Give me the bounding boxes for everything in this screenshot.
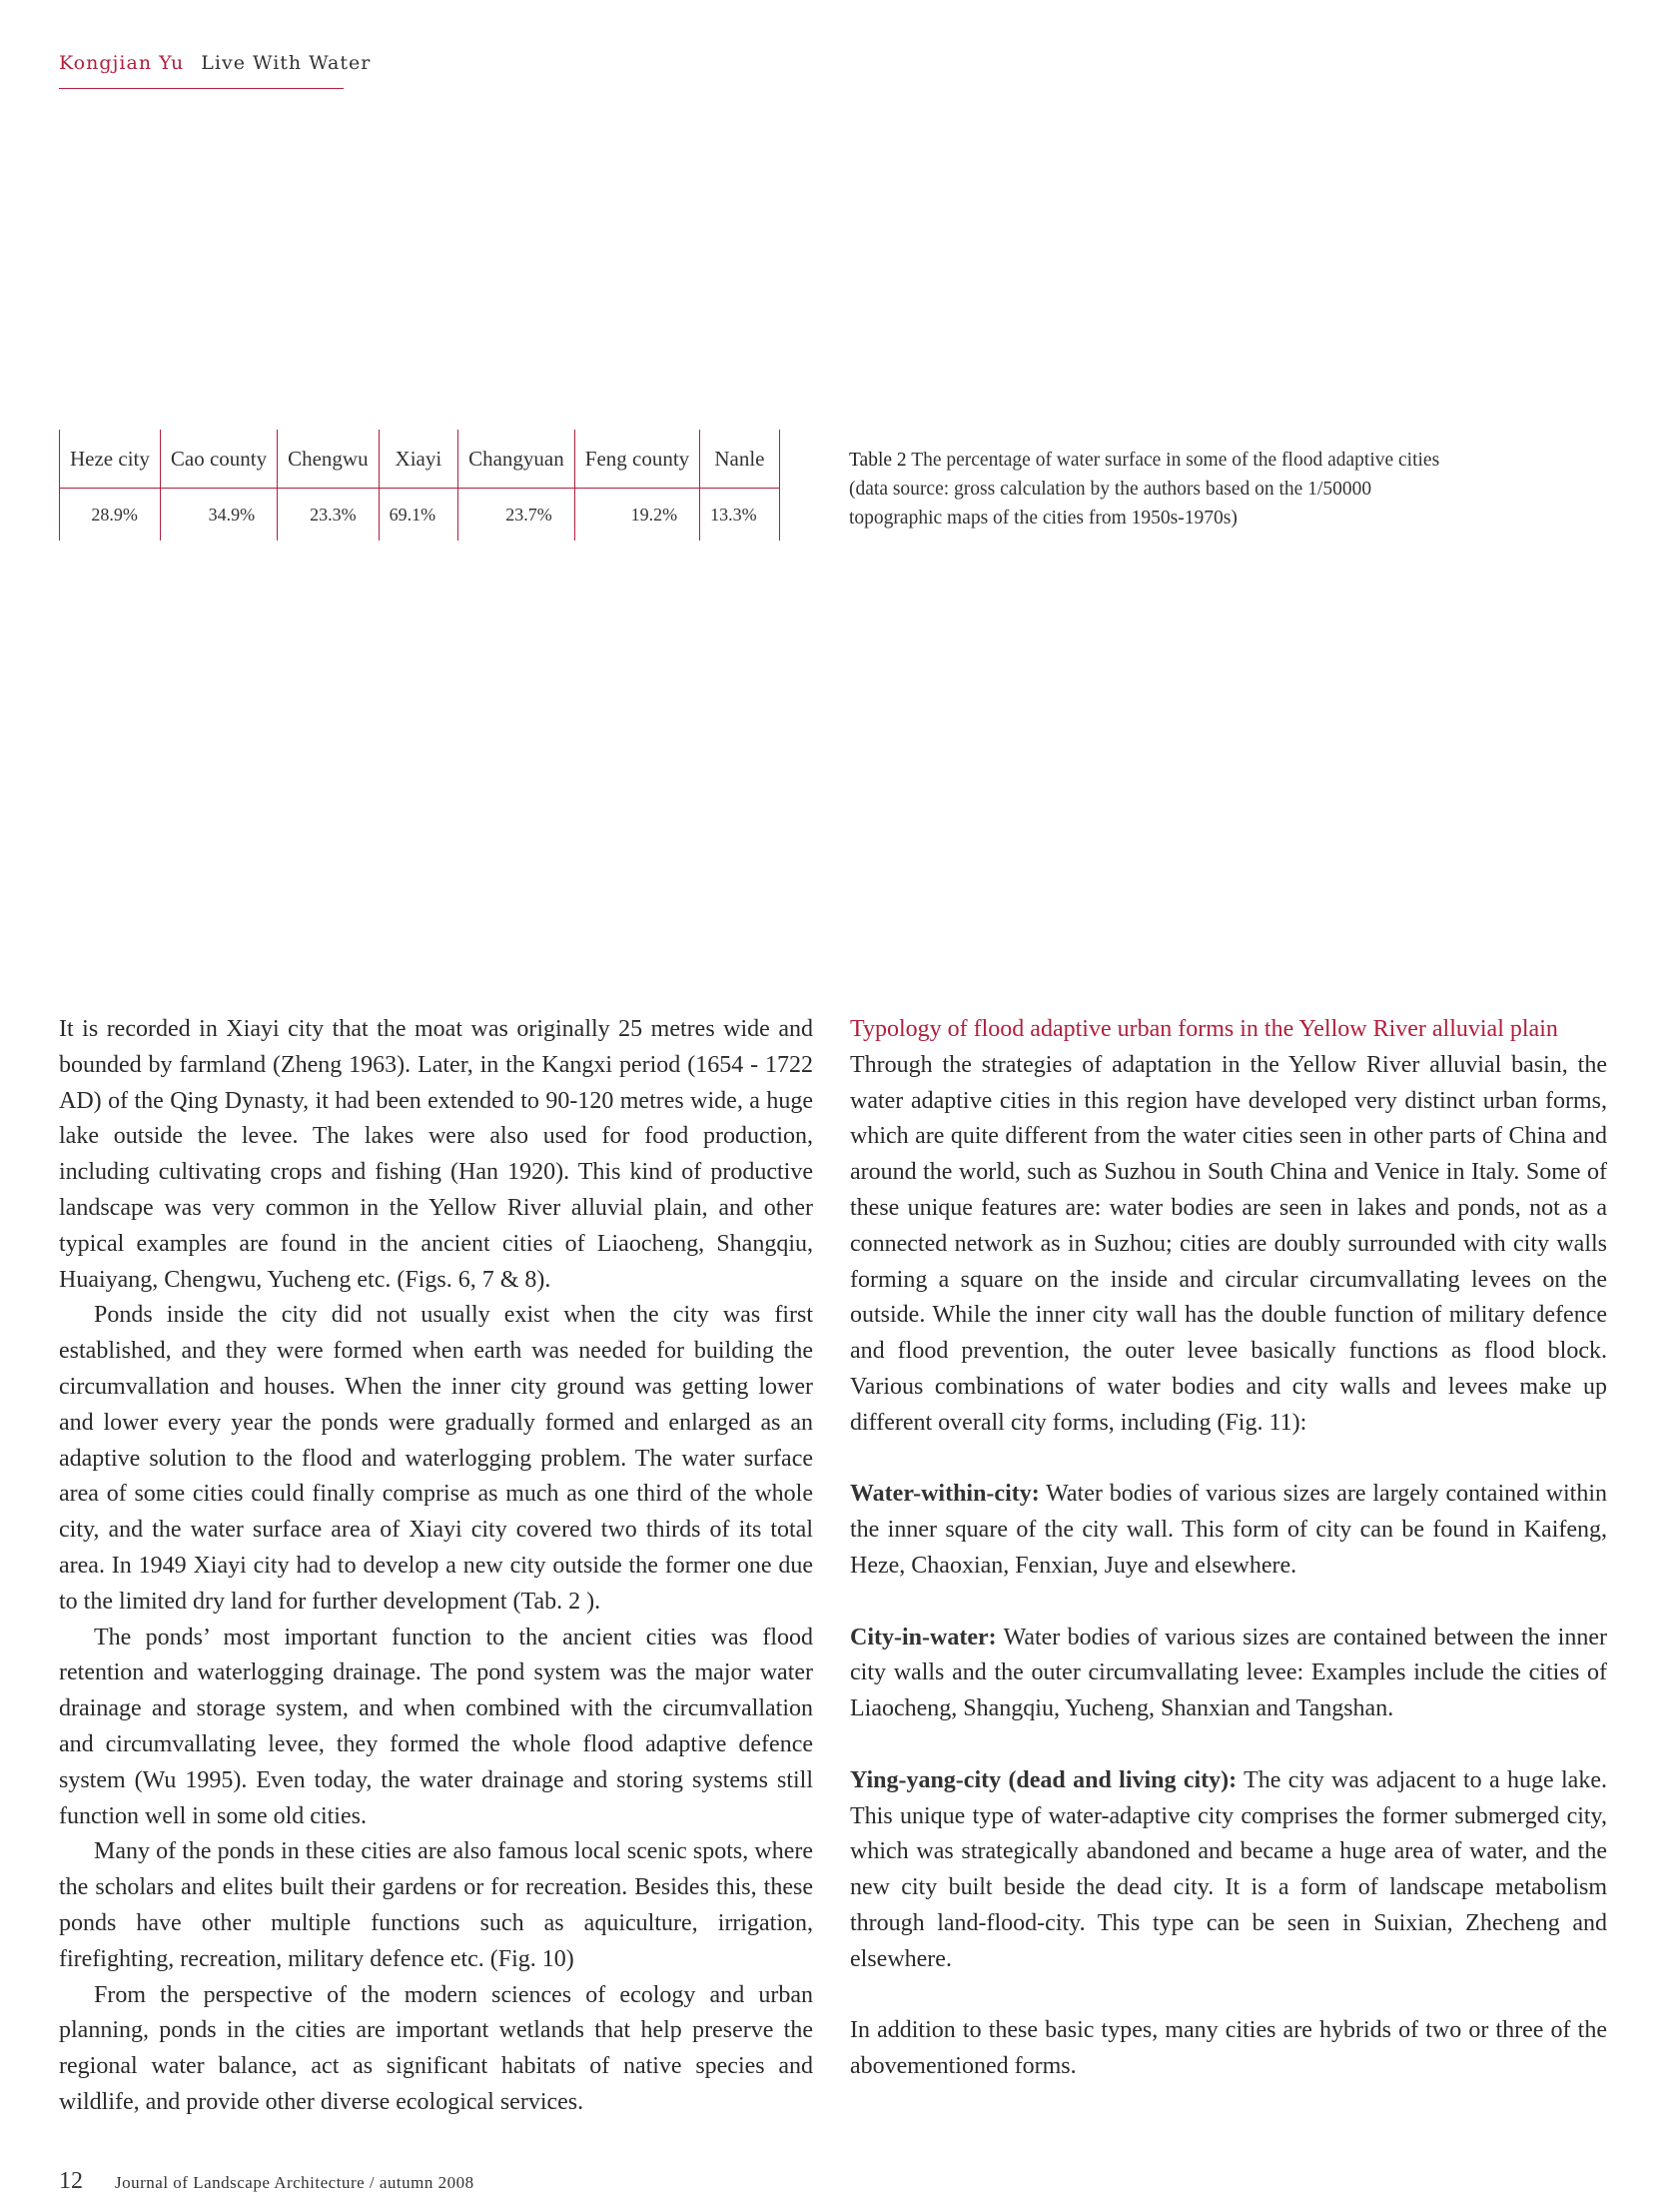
page-footer xyxy=(59,2168,474,2195)
type-term: Ying-yang-city (dead and living city): xyxy=(850,1766,1238,1793)
body-paragraph: The ponds’ most important function to the ancient cities was flood retention and waterlogging drainage. The pond system was the major water drainage and storage system, and when combined with the circumvallation and circumvallating levee, they formed the whole flood adaptive defence system (Wu 1995). Even today, the water drainage and storing systems still function well in some old cities. xyxy=(59,1624,813,1829)
header-title: Live With Water xyxy=(201,52,372,74)
table-header-cell: Nanle xyxy=(700,430,780,489)
type-text: Water bodies of various sizes are largely contained within the inner square of the city wall. This form of city can be found in Kaifeng, Heze, Chaoxian, Fenxian, Juye and elsewhere. xyxy=(850,1481,1607,1579)
table-cell: 13.3% xyxy=(700,489,780,542)
page-number: 12 xyxy=(59,2168,83,2194)
table-header-cell: Xiayi xyxy=(379,430,458,489)
type-paragraph xyxy=(850,1477,1607,1584)
header-author: Kongjian Yu xyxy=(59,52,185,74)
table-cell: 69.1% xyxy=(379,489,458,542)
left-column xyxy=(59,1012,813,2121)
body-paragraph: It is recorded in Xiayi city that the moat was originally 25 metres wide and bounded by farmland (Zheng 1963). Later, in the Kangxi period (1654 - 1722 AD) of the Qing Dynasty, it had been extended to 90-120 metres wide, a huge lake outside the levee. The lakes were also used for food production, including cultivating crops and fishing (Han 1920). This kind of productive landscape was very common in the Yellow River alluvial plain, and other typical examples are found in the ancient cities of Liaocheng, Shangqiu, Huaiyang, Chengwu, Yucheng etc. (Figs. 6, 7 & 8). xyxy=(59,1016,813,1293)
body-paragraph: Many of the ponds in these cities are also famous local scenic spots, where the scholars and elites built their gardens or for recreation. Besides this, these ponds have other multiple functions such as aquiculture, irrigation, firefighting, recreation, military defence etc. (Fig. 10) xyxy=(59,1838,813,1972)
journal-name: Journal of Landscape Architecture / autumn 2008 xyxy=(115,2173,474,2192)
table-caption xyxy=(849,446,1468,533)
table-header-cell: Changyuan xyxy=(458,430,575,489)
table-header-cell: Feng county xyxy=(574,430,699,489)
table-header-cell: Heze city xyxy=(60,430,161,489)
table-header-row xyxy=(60,430,780,489)
header-divider xyxy=(59,88,344,89)
table-header-cell: Chengwu xyxy=(278,430,380,489)
type-paragraph xyxy=(850,1621,1607,1727)
table-cell: 23.3% xyxy=(278,489,380,542)
table-header-cell: Cao county xyxy=(160,430,277,489)
table-cell: 19.2% xyxy=(574,489,699,542)
running-header xyxy=(59,52,371,74)
type-paragraph xyxy=(850,1763,1607,1978)
body-paragraph: Through the strategies of adaptation in the Yellow River alluvial basin, the water adaptive cities in this region have developed very distinct urban forms, which are quite different from the water cities seen in other parts of China and around the world, such as Suzhou in South China and Venice in Italy. Some of these unique features are: water bodies are seen in lakes and ponds, not as a connected network as in Suzhou; cities are doubly surrounded with city walls forming a square on the inside and circular circumvallating levees on the outside. While the inner city wall has the double function of military defence and flood prevention, the outer levee basically functions as flood block. Various combinations of water bodies and city walls and levees make up different overall city forms, including (Fig. 11): xyxy=(850,1051,1607,1436)
type-text: The city was adjacent to a huge lake. This unique type of water-adaptive city comprises the former submerged city, which was strategically abandoned and became a huge area of water, and the new city built beside the dead city. It is a form of landscape metabolism through land-flood-city. This type can be seen in Suixian, Zhecheng and elsewhere. xyxy=(850,1766,1607,1972)
type-term: Water-within-city: xyxy=(850,1481,1040,1508)
table-cell: 23.7% xyxy=(458,489,575,542)
water-surface-table xyxy=(59,430,780,541)
caption-label: Table 2 xyxy=(849,450,907,471)
table-cell: 34.9% xyxy=(160,489,277,542)
body-paragraph: Ponds inside the city did not usually exist when the city was first established, and they were formed when earth was needed for building the circumvallation and houses. When the inner city ground was getting lower and lower every year the ponds were gradually formed and enlarged as an adaptive solution to the flood and waterlogging problem. The water surface area of some cities could finally comprise as much as one third of the whole city, and the water surface area of Xiayi city covered two thirds of its total area. In 1949 Xiayi city had to develop a new city outside the former one due to the limited dry land for further development (Tab. 2 ). xyxy=(59,1302,813,1615)
body-paragraph: In addition to these basic types, many cities are hybrids of two or three of the abovementioned forms. xyxy=(850,2017,1607,2080)
body-paragraph: From the perspective of the modern sciences of ecology and urban planning, ponds in the cities are important wetlands that help preserve the regional water balance, act as significant habitats of native species and wildlife, and provide other diverse ecological services. xyxy=(59,1981,813,2115)
caption-text: The percentage of water surface in some of the flood adaptive cities (data source: gross calculation by the authors based on the 1/50000 topographic maps of the cities from 1950s-1970s) xyxy=(849,450,1440,529)
table-row xyxy=(60,489,780,542)
type-text: Water bodies of various sizes are contained between the inner city walls and the outer circumvallating levee: Examples include the cities of Liaocheng, Shangqiu, Yucheng, Shanxian and Tangshan. xyxy=(850,1624,1607,1722)
table-cell: 28.9% xyxy=(60,489,161,542)
section-subheading: Typology of flood adaptive urban forms in the Yellow River alluvial plain xyxy=(850,1016,1558,1042)
type-term: City-in-water: xyxy=(850,1624,997,1651)
right-column xyxy=(850,1012,1607,2085)
